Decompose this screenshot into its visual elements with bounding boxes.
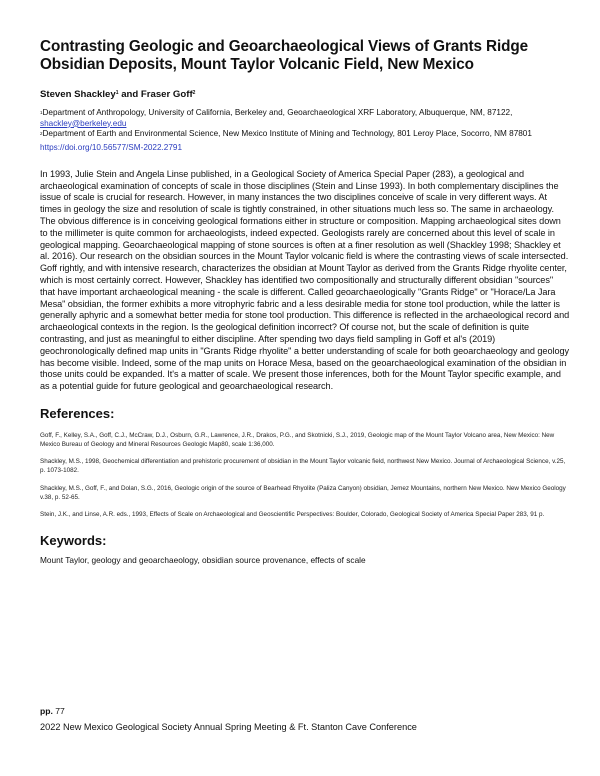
keywords-text: Mount Taylor, geology and geoarchaeology, obsidian source provenance, effects of scale: [40, 555, 366, 566]
keywords-heading: Keywords:: [40, 533, 107, 549]
author-name: Fraser Goff: [140, 89, 193, 100]
references-list: [40, 431, 570, 520]
author-email-link[interactable]: shackley@berkeley.edu: [40, 118, 127, 128]
page-label: pp.: [40, 706, 53, 716]
page-number: [40, 706, 65, 716]
affiliation-marker: 2: [40, 131, 43, 137]
abstract-text: In 1993, Julie Stein and Angela Linse published, in a Geological Society of America Special Paper (283), a geological and archaeological examination of concepts of scale in those disciplines (Stein and Linse 1993). In both complementary disciplines the issue of scale is crucial for research. However, in many instances the two disciplines conceive of scale in very different ways. At times in geology the size and resolution of scale is tightly constrained, in other situations much less so. The same in archaeology. The obvious difference is in conceiving geological formations either in structure or composition. Mapping archaeological sites down to the millimeter is quite common for archaeologists, indeed expected. Geologists rarely are concerned about this level of scale in geological mapping. Geoarchaeological mapping of stone sources is often at a finer resolution as well (Shackley 1998; Shackley et al. 2016). Our research on the obsidian sources in the Mount Taylor volcanic field is where the contrasting views of scale intersected. Goff rightly, and with intensive research, characterizes the obsidian at Mount Taylor as derived from the Grants Ridge rhyolite center, which is most certainly correct. However, Shackley has identified two compositionally and structurally different obsidian "sources" that have important archaeological meaning - the scale is different. Called geoarchaeologically "Grants Ridge" or "Horace/La Jara Mesa" obsidian, the former exhibits a more vitrophyric fabric and a less desirable media for stone tool production, while the latter is generally aphyric and a somewhat better media for stone tool production. This difference is reflected in the archaeological record and archaeological contexts in the region. Is the geological definition incorrect? Of course not, but the scale of definition is quite contrasting, and just as meaningful to either discipline. After spending two days field sampling in Goff et al's (2019) geochronologically defined map units in "Grants Ridge rhyolite" a better understanding of scale for both geoarchaeology and geology has become visible. Indeed, some of the map units on Horace Mesa, based on the geoarchaeological examination of the obsidian in those units could be expanded. It's a matter of scale. We present those inferences, both for the Mount Taylor specific example, and as a potential guide for future geological and geoarchaeological research.: [40, 168, 570, 392]
affiliation-1: [40, 108, 570, 129]
paper-page: [40, 38, 570, 565]
author-name: Steven Shackley: [40, 89, 116, 100]
author-joiner: and: [121, 89, 139, 100]
affiliation-marker: 1: [40, 110, 43, 115]
reference-item: Shackley, M.S., 1998, Geochemical differentiation and prehistoric procurement of obsidian in the Mount Taylor volcanic field, northwest New Mexico. Journal of Archaeological Science, v.25, p. 1073-1082.: [40, 458, 566, 475]
author-affiliation-marker: 1: [115, 90, 119, 96]
doi-link[interactable]: https://doi.org/10.56577/SM-2022.2791: [40, 142, 183, 152]
page-number-value: 77: [55, 706, 65, 716]
references-heading: References:: [40, 405, 115, 421]
affiliations: [40, 108, 570, 140]
conference-footer: 2022 New Mexico Geological Society Annual Spring Meeting & Ft. Stanton Cave Conference: [40, 722, 417, 732]
affiliation-text: Department of Anthropology, University of California, Berkeley and, Geoarchaeological XRF Laboratory, Albuquerque, NM, 87122,: [42, 108, 513, 117]
affiliation-text: Department of Earth and Environmental Science, New Mexico Institute of Mining and Technology, 801 Leroy Place, Socorro, NM 87801: [42, 129, 532, 139]
author-affiliation-marker: 2: [192, 90, 196, 96]
reference-item: Shackley, M.S., Goff, F., and Dolan, S.G., 2016, Geologic origin of the source of Bearhead Rhyolite (Paliza Canyon) obsidian, Jemez Mountains, northern New Mexico. New Mexico Geology v.38, p. 52-65.: [40, 484, 566, 501]
paper-title: Contrasting Geologic and Geoarchaeological Views of Grants Ridge Obsidian Deposits, Mount Taylor Volcanic Field, New Mexico: [40, 38, 529, 73]
affiliation-2: [40, 129, 570, 140]
reference-item: Stein, J.K., and Linse, A.R. eds., 1993, Effects of Scale on Archaeological and Geoscientific Perspectives: Boulder, Colorado, Geological Society of America Special Paper 283, 91 p.: [40, 511, 545, 519]
reference-item: Goff, F., Kelley, S.A., Goff, C.J., McCraw, D.J., Osburn, G.R., Lawrence, J.R., Drakos, P.G., and Skotnicki, S.J., 2019, Geologic map of the Mount Taylor Volcano area, New Mexico: New Mexico Bureau of Geology and Mineral Resources Geologic Map80, scale 1:36,000.: [40, 431, 555, 448]
author-line: [40, 89, 570, 100]
